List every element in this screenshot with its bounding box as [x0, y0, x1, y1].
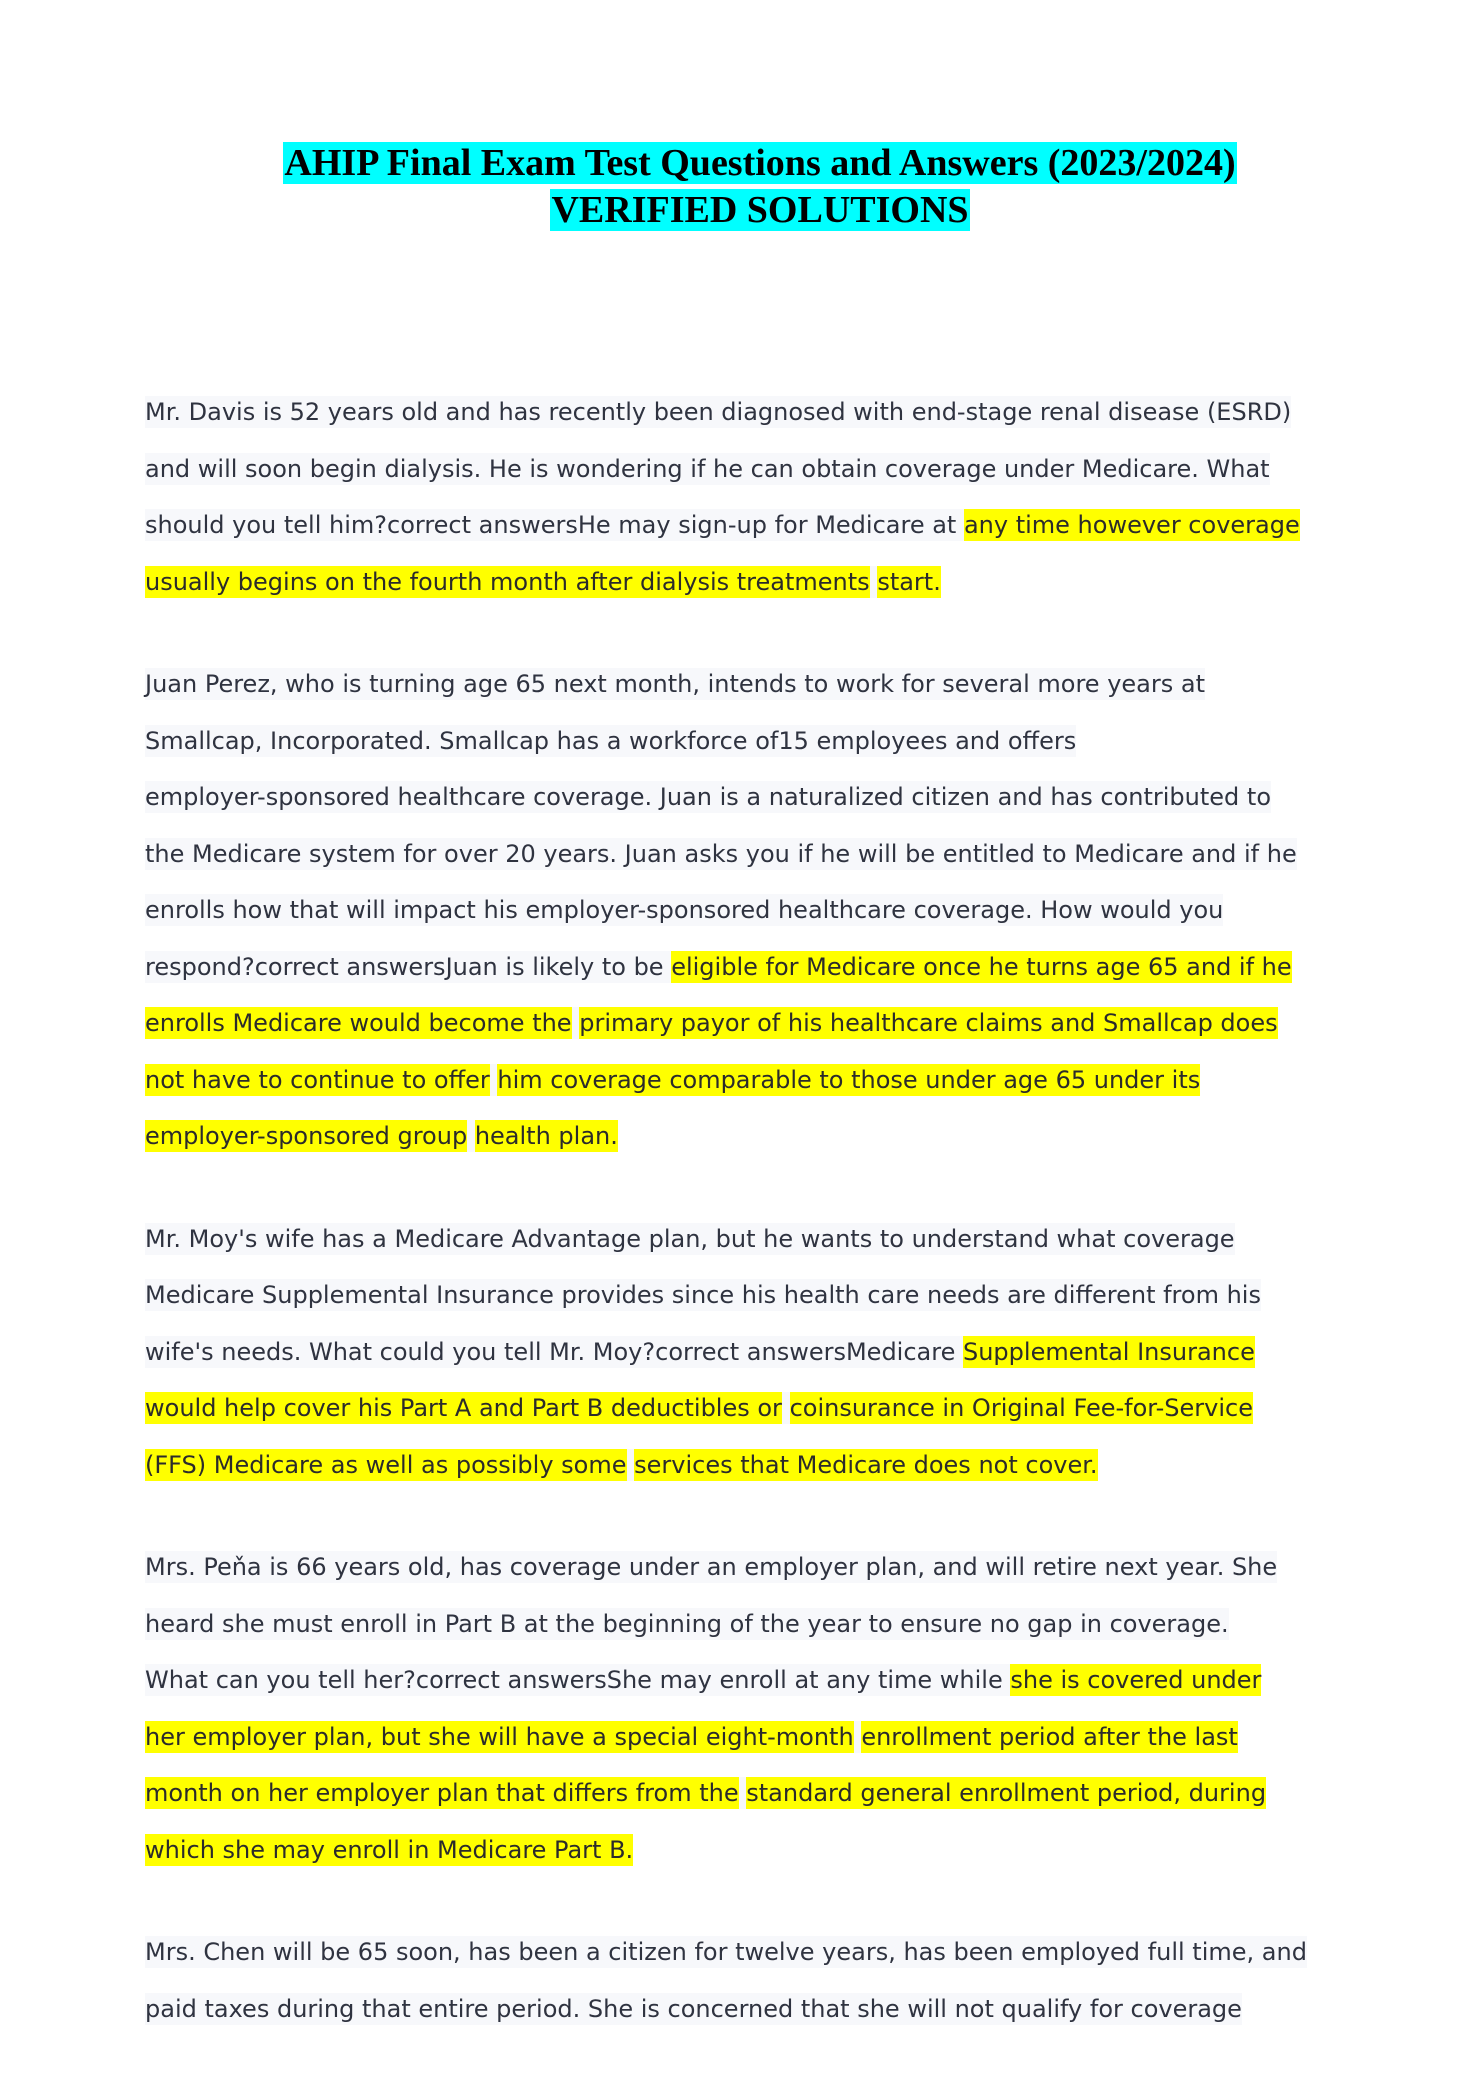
question-text: the Medicare system for over 20 years. Juan asks you if he will be entitled to Medicare and if he — [145, 839, 1297, 868]
qa-item — [145, 1211, 1345, 1494]
question-text: paid taxes during that entire period. She is concerned that she will not qualify for coverage — [145, 1994, 1242, 2023]
question-text: should you tell him?correct answersHe may sign-up for Medicare at — [145, 511, 964, 539]
highlighted-answer-text: enrollment period after the last — [861, 1722, 1238, 1751]
title-line-2: VERIFIED SOLUTIONS — [551, 189, 969, 231]
question-text: Mr. Moy's wife has a Medicare Advantage plan, but he wants to understand what coverage — [145, 1224, 1235, 1253]
text-line — [145, 769, 1345, 826]
text-line — [145, 1380, 1345, 1437]
question-text — [627, 1449, 635, 1481]
highlighted-answer-text: any time however coverage — [963, 511, 1300, 539]
question-text: Juan Perez, who is turning age 65 next month, intends to work for several more years at — [145, 670, 1205, 698]
highlighted-answer-text: month on her employer plan that differs from the — [145, 1779, 739, 1807]
text-line — [145, 1539, 1345, 1596]
highlighted-answer-text: primary payor of his healthcare claims and Smallcap does — [579, 1009, 1278, 1037]
question-text — [467, 1120, 475, 1152]
document-title — [180, 140, 1340, 234]
text-line — [145, 1924, 1345, 1981]
question-text: employer-sponsored healthcare coverage. Juan is a naturalized citizen and has contributed to — [145, 783, 1272, 811]
question-text: wife's needs. What could you tell Mr. Moy?correct answersMedicare — [145, 1337, 963, 1366]
highlighted-answer-text: coinsurance in Original Fee-for-Service — [789, 1394, 1253, 1422]
question-text: Mrs. Chen will be 65 soon, has been a citizen for twelve years, has been employed full time, and — [145, 1938, 1307, 1966]
highlighted-answer-text: services that Medicare does not cover. — [634, 1450, 1098, 1479]
text-line — [145, 826, 1345, 883]
qa-item — [145, 1924, 1345, 2037]
text-line — [145, 554, 1345, 611]
text-line — [145, 1822, 1345, 1879]
highlighted-answer-text: would help cover his Part A and Part B deductibles or — [145, 1394, 782, 1422]
text-line — [145, 1324, 1345, 1381]
qa-list — [145, 384, 1345, 2083]
text-line — [145, 656, 1345, 713]
text-line — [145, 939, 1345, 996]
question-text: Mr. Davis is 52 years old and has recently been diagnosed with end-stage renal disease (ESRD) — [145, 398, 1292, 426]
highlighted-answer-text: health plan. — [474, 1122, 618, 1150]
highlighted-answer-text: (FFS) Medicare as well as possibly some — [145, 1450, 627, 1479]
qa-item — [145, 1539, 1345, 1878]
highlighted-answer-text: standard general enrollment period, during — [746, 1779, 1267, 1807]
question-text: and will soon begin dialysis. He is wondering if he can obtain coverage under Medicare. What — [145, 454, 1270, 483]
text-line — [145, 441, 1345, 498]
text-line — [145, 1596, 1345, 1653]
text-line — [145, 995, 1345, 1052]
text-line — [145, 1267, 1345, 1324]
text-line — [145, 882, 1345, 939]
qa-item — [145, 384, 1345, 610]
highlighted-answer-text: him coverage comparable to those under age 65 under its — [497, 1065, 1201, 1094]
text-line — [145, 1765, 1345, 1822]
text-line — [145, 1437, 1345, 1494]
text-line — [145, 1108, 1345, 1165]
highlighted-answer-text: not have to continue to offer — [145, 1065, 490, 1094]
text-line — [145, 713, 1345, 770]
question-text: Mrs. Peňa is 66 years old, has coverage under an employer plan, and will retire next year. She — [145, 1553, 1278, 1581]
highlighted-answer-text: employer-sponsored group — [145, 1122, 468, 1150]
question-text: Smallcap, Incorporated. Smallcap has a workforce of15 employees and offers — [145, 726, 1077, 755]
qa-item — [145, 656, 1345, 1165]
question-text: Medicare Supplemental Insurance provides since his health care needs are different from his — [145, 1281, 1261, 1309]
text-line — [145, 1052, 1345, 1109]
text-line — [145, 1981, 1345, 2038]
highlighted-answer-text: which she may enroll in Medicare Part B. — [145, 1835, 634, 1864]
question-text: respond?correct answersJuan is likely to be — [145, 952, 672, 981]
text-line — [145, 1652, 1345, 1709]
text-line — [145, 384, 1345, 441]
question-text: enrolls how that will impact his employer-sponsored healthcare coverage. How would you — [145, 896, 1224, 924]
highlighted-answer-text: usually begins on the fourth month after dialysis treatments — [145, 567, 870, 596]
highlighted-answer-text: Supplemental Insurance — [962, 1337, 1255, 1366]
title-line-1: AHIP Final Exam Test Questions and Answers (2023/2024) — [284, 142, 1236, 184]
question-text: What can you tell her?correct answersShe may enroll at any time while — [145, 1666, 1011, 1694]
highlighted-answer-text: start. — [877, 567, 941, 596]
text-line — [145, 1709, 1345, 1766]
highlighted-answer-text: eligible for Medicare once he turns age 65 and if he — [671, 952, 1292, 981]
text-line — [145, 1211, 1345, 1268]
highlighted-answer-text: her employer plan, but she will have a special eight-month — [145, 1722, 854, 1751]
question-text: heard she must enroll in Part B at the beginning of the year to ensure no gap in coverage. — [145, 1609, 1229, 1638]
highlighted-answer-text: enrolls Medicare would become the — [145, 1009, 572, 1037]
highlighted-answer-text: she is covered under — [1010, 1666, 1262, 1694]
text-line — [145, 497, 1345, 554]
question-text — [782, 1392, 790, 1424]
